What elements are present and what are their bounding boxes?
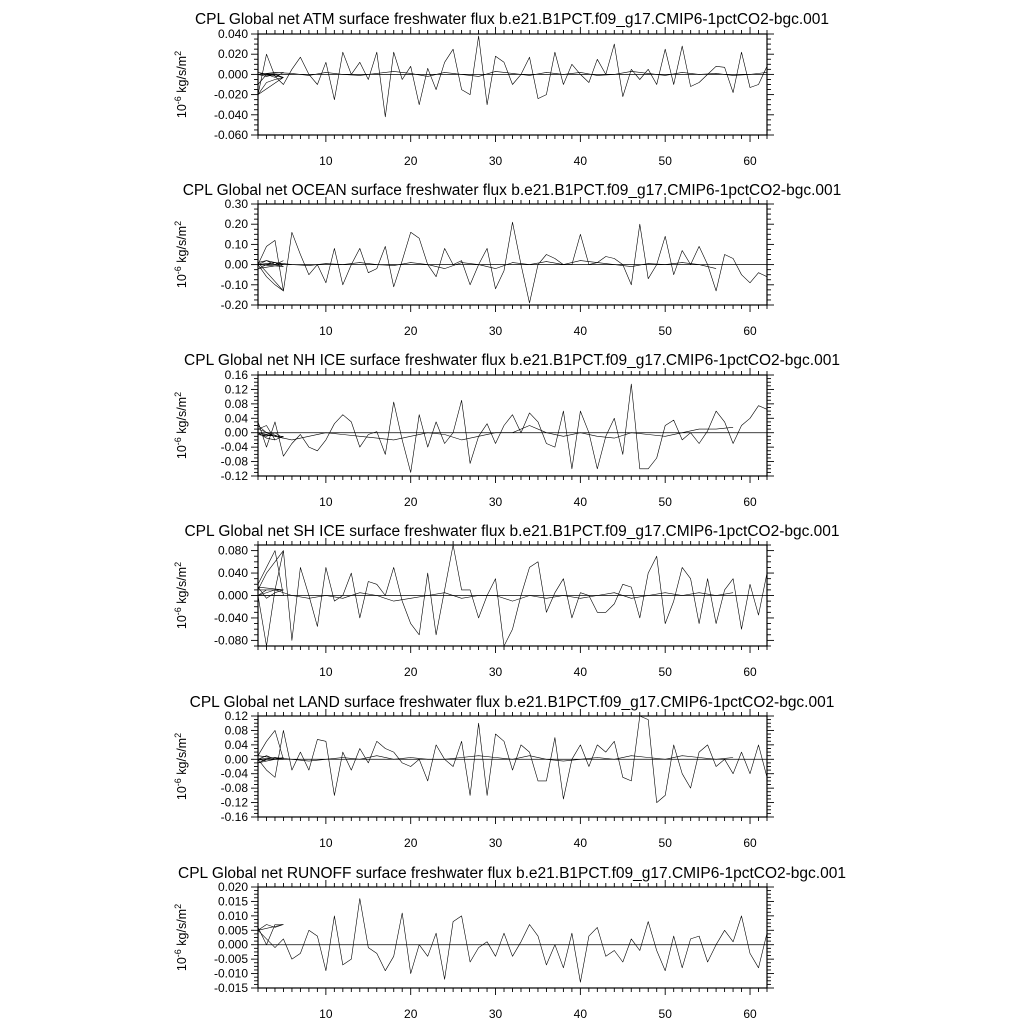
x-tick-label: 60 [743,495,757,509]
series-line-3 [258,261,283,291]
y-label-squared: 2 [173,903,183,909]
plot-frame [258,375,767,476]
y-tick-label: -0.080 [213,633,248,648]
y-axis-label [173,733,189,800]
chart-title: CPL Global net ATM surface freshwater flux b.e21.B1PCT.f09_g17.CMIP6-1pctCO2-bgc.001 [194,11,830,28]
y-label-squared: 2 [173,220,183,226]
chart-panel [173,523,840,679]
x-tick-label: 10 [319,154,333,168]
y-tick-label: -0.10 [220,277,248,292]
x-tick-label: 40 [573,1007,588,1021]
y-tick-label: -0.08 [220,781,248,796]
x-tick-label: 40 [573,665,588,679]
y-tick-label: 0.080 [217,543,248,558]
x-tick-label: 20 [404,836,418,850]
chart-title: CPL Global net NH ICE surface freshwater flux b.e21.B1PCT.f09_g17.CMIP6-1pctCO2-bgc.001 [184,352,840,369]
plot-frame [258,716,767,817]
y-tick-label: 0.12 [224,709,248,723]
y-axis-label [173,51,189,118]
x-tick-label: 10 [319,665,333,679]
series-line-2 [258,925,283,945]
y-tick-label: 0.00 [224,425,248,440]
y-tick-label: 0.04 [224,411,248,426]
chart-title: CPL Global net SH ICE surface freshwater flux b.e21.B1PCT.f09_g17.CMIP6-1pctCO2-bgc.001 [184,523,840,540]
x-tick-label: 10 [319,324,333,338]
y-label-exponent: -6 [173,96,183,105]
y-tick-label: -0.08 [220,454,248,469]
y-tick-label: 0.00 [224,752,248,767]
y-tick-label: 0.015 [217,894,248,909]
y-tick-label: -0.015 [213,981,248,995]
y-label-exponent: -6 [173,607,183,616]
chart-title: CPL Global net LAND surface freshwater flux b.e21.B1PCT.f09_g17.CMIP6-1pctCO2-bgc.001 [189,694,835,711]
x-tick-label: 40 [573,154,588,168]
y-label-base: 10 [175,786,189,801]
plot-frame [258,887,767,988]
chart-panel [173,182,841,338]
x-tick-label: 10 [319,836,333,850]
y-label-base: 10 [175,615,189,630]
x-tick-label: 60 [743,836,757,850]
y-label-exponent: -6 [173,949,183,958]
y-label-base: 10 [175,104,189,119]
series-line-2 [258,756,733,761]
y-tick-label: 0.005 [217,923,248,938]
x-tick-label: 20 [404,324,418,338]
y-tick-label: -0.020 [213,87,248,102]
y-tick-label: 0.20 [224,217,248,232]
series-line-1 [258,384,767,472]
y-axis-label [173,392,189,459]
x-tick-label: 40 [573,495,588,509]
series-line-2 [258,71,767,76]
y-label-base: 10 [175,445,189,460]
x-tick-label: 10 [319,1007,333,1021]
y-label-squared: 2 [173,732,183,738]
y-tick-label: 0.08 [224,723,248,738]
y-tick-label: 0.000 [217,67,248,82]
y-tick-label: 0.010 [217,908,248,923]
y-tick-label: 0.040 [217,27,248,41]
y-tick-label: -0.16 [220,810,248,824]
y-tick-label: -0.040 [213,610,248,625]
x-tick-label: 50 [658,836,672,850]
y-tick-label: -0.060 [213,128,248,142]
y-tick-label: 0.04 [224,737,248,752]
series-line-1 [258,36,767,117]
x-tick-label: 50 [658,1007,672,1021]
x-tick-label: 30 [488,665,503,679]
y-label-exponent: -6 [173,778,183,787]
x-tick-label: 60 [743,154,757,168]
y-label-unit: kg/s/m [175,908,189,950]
y-tick-label: 0.000 [217,937,248,952]
y-tick-label: 0.16 [224,368,248,382]
x-tick-label: 20 [404,495,418,509]
y-tick-label: -0.040 [213,107,248,122]
y-tick-label: -0.04 [220,440,248,455]
y-tick-label: -0.20 [220,298,248,312]
x-tick-label: 30 [488,324,503,338]
x-tick-label: 60 [743,324,757,338]
x-tick-label: 50 [658,665,672,679]
y-axis-label [173,562,189,629]
y-label-unit: kg/s/m [175,396,189,438]
x-tick-label: 20 [404,154,418,168]
y-label-unit: kg/s/m [175,55,189,97]
y-label-unit: kg/s/m [175,225,189,267]
y-label-exponent: -6 [173,437,183,446]
chart-panel [173,694,834,850]
y-tick-label: -0.005 [213,952,248,967]
x-tick-label: 30 [488,836,503,850]
y-tick-label: 0.000 [217,588,248,603]
y-tick-label: 0.10 [224,237,248,252]
y-tick-label: 0.020 [217,47,248,62]
x-tick-label: 40 [573,324,588,338]
chart-panel [173,865,846,1021]
y-tick-label: 0.12 [224,382,248,397]
y-label-base: 10 [175,274,189,289]
chart-title: CPL Global net OCEAN surface freshwater flux b.e21.B1PCT.f09_g17.CMIP6-1pctCO2-bgc.001 [182,182,842,199]
x-tick-label: 60 [743,665,757,679]
y-axis-label [173,221,189,288]
x-tick-label: 40 [573,836,588,850]
y-tick-label: -0.04 [220,766,248,781]
y-tick-label: 0.020 [217,880,248,894]
y-tick-label: -0.12 [220,469,248,483]
y-label-unit: kg/s/m [175,737,189,779]
y-label-squared: 2 [173,391,183,397]
y-label-unit: kg/s/m [175,566,189,608]
x-tick-label: 50 [658,495,672,509]
y-tick-label: 0.040 [217,566,248,581]
plot-frame [258,204,767,305]
x-tick-label: 60 [743,1007,757,1021]
y-axis-label [173,904,189,971]
x-tick-label: 10 [319,495,333,509]
x-tick-label: 20 [404,1007,418,1021]
series-line-1 [258,899,767,983]
y-tick-label: 0.30 [224,197,248,211]
y-tick-label: 0.00 [224,257,248,272]
y-tick-label: -0.010 [213,966,248,981]
chart-panel [173,352,840,509]
chart-title: CPL Global net RUNOFF surface freshwater flux b.e21.B1PCT.f09_g17.CMIP6-1pctCO2-bgc.001 [178,865,846,882]
y-label-squared: 2 [173,50,183,56]
y-tick-label: -0.12 [220,795,248,810]
x-tick-label: 30 [488,495,503,509]
y-label-base: 10 [175,957,189,972]
y-label-squared: 2 [173,561,183,567]
x-tick-label: 30 [488,154,503,168]
x-tick-label: 50 [658,324,672,338]
x-tick-label: 20 [404,665,418,679]
x-tick-label: 30 [488,1007,503,1021]
y-tick-label: 0.08 [224,396,248,411]
x-tick-label: 50 [658,154,672,168]
y-label-exponent: -6 [173,266,183,275]
chart-panel [173,11,829,168]
